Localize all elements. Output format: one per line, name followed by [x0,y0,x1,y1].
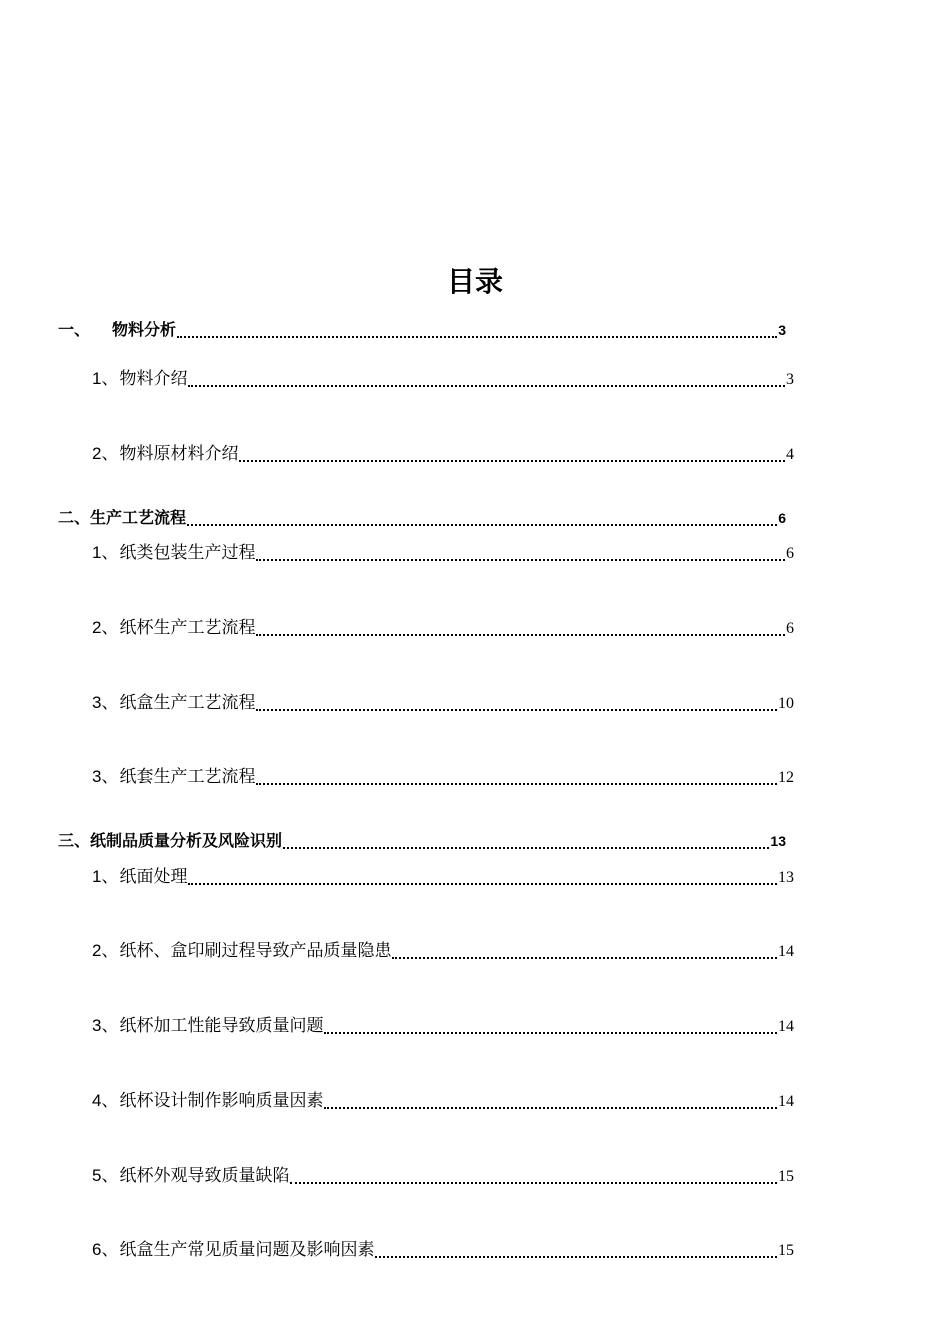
toc-entry-label: 纸杯生产工艺流程 [119,618,256,638]
toc-entry-label: 物料原材料介绍 [119,444,239,464]
toc-entry-chapter-3[interactable] [58,829,786,854]
toc-entry-number: 4 [92,1091,102,1110]
toc-entry-page: 14 [778,1018,794,1035]
toc-entry-label: 纸盒生产常见质量问题及影响因素 [119,1240,375,1260]
toc-entry-label: 纸盒生产工艺流程 [119,693,256,713]
toc-entry-page: 10 [778,695,794,712]
separator-mark: 、 [101,1240,119,1260]
separator-mark: 、 [101,867,119,887]
leader-dots [256,709,777,711]
toc-entry-number: 1 [92,543,102,562]
toc-entry-page: 6 [786,620,794,637]
toc-entry-number: 3 [92,1016,102,1035]
toc-entry-page: 15 [778,1168,794,1185]
toc-entry-number: 二、 [58,510,91,527]
toc-entry-page: 3 [778,322,786,338]
toc-entry-2-4[interactable] [92,765,794,790]
toc-entry-chapter-1[interactable] [58,318,786,343]
toc-entry-1-1[interactable] [92,367,794,392]
separator-mark: 、 [101,941,119,961]
toc-entry-3-4[interactable] [92,1089,794,1114]
leader-dots [256,634,785,636]
separator-mark: 、 [101,369,119,389]
leader-dots [256,559,785,561]
toc-entry-number: 1 [92,369,102,388]
leader-dots [375,1256,777,1258]
toc-entry-number: 3 [92,693,102,712]
toc-entry-label: 纸面处理 [119,867,188,887]
toc-entry-number: 6 [92,1240,102,1259]
leader-dots [188,385,785,387]
leader-dots [177,336,777,338]
separator-mark: 、 [101,767,119,787]
toc-entry-number: 2 [92,444,102,463]
toc-entry-page: 3 [786,371,794,388]
leader-dots [392,957,777,959]
leader-dots [283,847,769,849]
toc-entry-number: 一、 [58,322,91,339]
leader-dots [324,1107,777,1109]
toc-entry-page: 13 [778,869,794,886]
leader-dots [187,524,777,526]
toc-entry-label: 纸杯外观导致质量缺陷 [119,1166,290,1186]
toc-entry-label: 纸类包装生产过程 [119,543,256,563]
toc-entry-page: 12 [778,769,794,786]
separator-mark: 、 [101,693,119,713]
toc-entry-number: 2 [92,618,102,637]
toc-entry-number: 三、 [58,833,91,850]
toc-entry-2-1[interactable] [92,541,794,566]
toc-entry-number: 3 [92,767,102,786]
leader-dots [290,1182,777,1184]
toc-entry-label: 纸杯、盒印刷过程导致产品质量隐患 [119,941,392,961]
leader-dots [188,883,777,885]
toc-entry-1-2[interactable] [92,442,794,467]
toc-entry-label: 物料介绍 [119,369,188,389]
separator-mark: 、 [101,444,119,464]
separator-mark: 、 [101,618,119,638]
leader-dots [239,460,785,462]
toc-entry-page: 4 [786,446,794,463]
toc-entry-3-2[interactable] [92,939,794,964]
separator-mark: 、 [101,1166,119,1186]
toc-entry-page: 6 [778,510,786,526]
toc-entry-page: 13 [770,833,786,849]
toc-entry-page: 14 [778,1093,794,1110]
toc-entry-label: 纸套生产工艺流程 [119,767,256,787]
toc-entry-number: 5 [92,1166,102,1185]
toc-entry-label: 纸杯设计制作影响质量因素 [119,1091,324,1111]
toc-entry-page: 15 [778,1242,794,1259]
toc-entry-3-1[interactable] [92,865,794,890]
toc-entry-label: 纸杯加工性能导致质量问题 [119,1016,324,1036]
leader-dots [256,783,777,785]
separator-mark: 、 [101,1016,119,1036]
toc-title: 目录 [446,265,503,298]
toc-entry-label: 物料分析 [112,320,177,339]
toc-entry-3-3[interactable] [92,1014,794,1039]
toc-entry-number: 1 [92,867,102,886]
separator-mark: 、 [101,1091,119,1111]
toc-entry-2-3[interactable] [92,691,794,716]
toc-entry-3-5[interactable] [92,1164,794,1189]
toc-entry-page: 6 [786,545,794,562]
leader-dots [324,1032,777,1034]
toc-entry-label: 生产工艺流程 [90,508,187,527]
toc-entry-page: 14 [778,943,794,960]
toc-entry-number: 2 [92,941,102,960]
separator-mark: 、 [101,543,119,563]
toc-entry-label: 纸制品质量分析及风险识别 [90,831,283,850]
toc-entry-3-6[interactable] [92,1238,794,1263]
toc-entry-2-2[interactable] [92,616,794,641]
toc-entry-chapter-2[interactable] [58,506,786,531]
